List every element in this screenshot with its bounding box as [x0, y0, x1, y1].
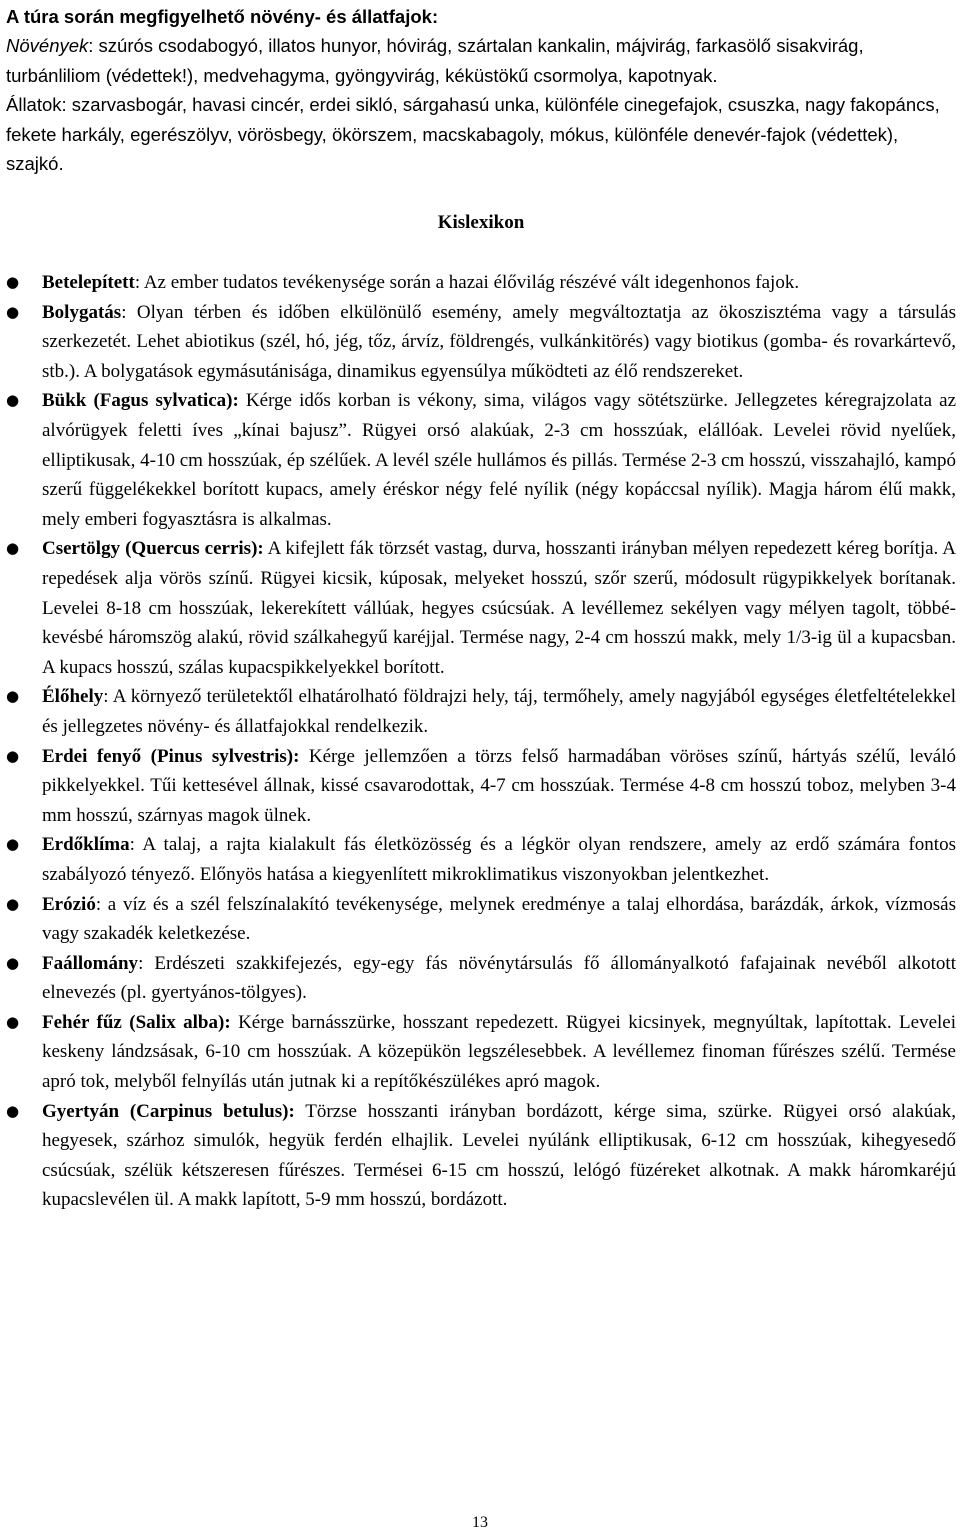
entry-text: : A környező területektől elhatárolható földrajzi hely, táj, termőhely, amely nagyjából egységes életfeltételekkel és jellegzetes növény- és állatfajokkal rendelkezik.	[42, 686, 956, 737]
plants-label: Növények	[6, 35, 89, 57]
document-page	[6, 0, 956, 1215]
entry-text: Kérge idős korban is vékony, sima, világos vagy sötétszürke. Jellegzetes kéregrajzolata az alvórügyek feletti íves „kínai bajusz”. Rügyei orsó alakúak, 2-3 cm hosszúak, elállóak. Levelei rövid nyelűek, elliptikusak, 4-10 cm hosszúak, ép szélűek. A levél széle hullámos és pillás. Termése 2-3 cm hosszú, visszahajló, kampó szerű függelékekkel borított kupacs, amely éréskor négy felé nyílik (négy kopáccsal nyílik). Magja három élű makk, mely emberi fogyasztásra is alkalmas.	[42, 390, 956, 530]
glossary-entry	[6, 830, 956, 889]
entry-text: : Olyan térben és időben elkülönülő esemény, amely megváltoztatja az ökoszisztéma vagy a társulás szerkezetét. Lehet abiotikus (szél, hó, jég, tőz, árvíz, földrengés, vulkánkitörés) vagy biotikus (gomba- és rovarkártevő, stb.). A bolygatások egymásutánisága, dinamikus egyensúlya működteti az élő rendszereket.	[42, 301, 956, 382]
entry-term: Faállomány	[42, 952, 139, 974]
bullet-icon: ●	[6, 273, 20, 292]
glossary-entry	[6, 386, 956, 534]
entry-text: Kérge barnásszürke, hosszant repedezett. Rügyei kicsinyek, megnyúltak, lapítottak. Levelei keskeny lándzsásak, 6-10 cm hosszúak. A közepükön legszélesebbek. A levéllemez finoman fűrészes szélű. Termése apró tok, melyből felnyílás után jutnak ki a repítőkészülékes apró magok.	[42, 1011, 956, 1093]
intro-heading: A túra során megfigyelhető növény- és állatfajok:	[6, 6, 439, 27]
entry-term: Fehér fűz (Salix alba):	[42, 1011, 231, 1033]
bullet-icon: ●	[6, 1101, 20, 1120]
glossary-entry	[6, 890, 956, 949]
glossary-entry	[6, 682, 956, 741]
entry-term: Gyertyán (Carpinus betulus):	[42, 1100, 295, 1122]
glossary-entry	[6, 534, 956, 682]
glossary-list	[6, 268, 956, 1215]
glossary-entry	[6, 949, 956, 1008]
bullet-icon: ●	[6, 302, 20, 321]
entry-term: Bolygatás	[42, 301, 122, 323]
kislexikon-title: Kislexikon	[437, 212, 525, 234]
entry-text: A kifejlett fák törzsét vastag, durva, hosszanti irányban mélyen repedezett kéreg borítja. A repedések alja vörös színű. Rügyei kicsik, kúposak, melyeket hosszú, szőr szerű, módosult rügypikkelyek borítanak. Levelei 8-18 cm hosszúak, lekerekített vállúak, hegyes csúcsúak. A levéllemez sekélyen vagy mélyen tagolt, többé-kevésbé háromszög alakú, rövid szálkahegyű karéjjal. Termése nagy, 2-4 cm hosszú makk, mely 1/3-ig ül a kupacsban. A kupacs hosszú, szálas kupacspikkelyekkel borított.	[42, 538, 956, 678]
entry-term: Betelepített	[42, 272, 135, 294]
plants-text: : szúrós csodabogyó, illatos hunyor, hóvirág, szártalan kankalin, májvirág, farkasölő sisakvirág, turbánliliom (védettek!), medvehagyma, gyöngyvirág, kéküstökű csormolya, kapotnyak.	[6, 35, 864, 86]
animals-paragraph: Állatok: szarvasbogár, havasi cincér, erdei sikló, sárgahasú unka, különféle cinegefajok, csuszka, nagy fakopáncs, fekete harkály, egerészölyv, vörösbegy, ökörszem, macskabagoly, mókus, különféle denevér-fajok (védettek), szajkó.	[6, 94, 940, 175]
entry-term: Élőhely	[42, 686, 104, 708]
entry-text: : a víz és a szél felszínalakító tevékenysége, melynek eredménye a talaj elhordása, barázdák, árkok, vízmosás vagy szakadék keletkezése.	[42, 893, 956, 945]
glossary-entry	[6, 742, 956, 831]
bullet-icon: ●	[6, 835, 20, 854]
entry-text: : Erdészeti szakkifejezés, egy-egy fás növénytársulás fő állományalkotó fafajainak nevéből alkotott elnevezés (pl. gyertyános-tölgyes).	[42, 952, 956, 1004]
bullet-icon: ●	[6, 1012, 20, 1031]
intro-section	[6, 0, 956, 178]
glossary-entry	[6, 1097, 956, 1215]
glossary-entry	[6, 298, 956, 387]
entry-term: Erózió	[42, 893, 96, 915]
entry-term: Erdőklíma	[42, 834, 130, 856]
bullet-icon: ●	[6, 953, 20, 972]
entry-text: : Az ember tudatos tevékenysége során a hazai élővilág részévé vált idegenhonos fajok.	[134, 272, 800, 294]
bullet-icon: ●	[6, 746, 20, 765]
bullet-icon: ●	[6, 539, 20, 558]
entry-text: Törzse hosszanti irányban bordázott, kérge sima, szürke. Rügyei orsó alakúak, hegyesek, szárhoz simulók, hegyük ferdén elhajlik. Levelei nyúlánk elliptikusak, 6-12 cm hosszúak, kihegyesedő csúcsúak, szélük kétszeresen fűrészes. Termései 6-15 cm hosszú, lelógó füzéreket alkotnak. A makk háromkaréjú kupacslevélen ül. A makk lapított, 5-9 mm hosszú, bordázott.	[42, 1100, 957, 1211]
entry-term: Csertölgy (Quercus cerris):	[42, 538, 264, 560]
entry-term: Bükk (Fagus sylvatica):	[42, 390, 239, 412]
entry-text: Kérge jellemzően a törzs felső harmadában vöröses színű, hártyás szélű, leváló pikkelyekkel. Tűi kettesével állnak, kissé csavarodottak, 4-7 cm hosszúak. Termése 4-8 cm hosszú toboz, melyben 3-4 mm hosszú, szárnyas magok ülnek.	[42, 745, 956, 826]
bullet-icon: ●	[6, 687, 20, 706]
bullet-icon: ●	[6, 391, 20, 410]
entry-text: : A talaj, a rajta kialakult fás életközösség és a légkör olyan rendszere, amely az erdő számára fontos szabályozó tényező. Előnyös hatása a kiegyenlített mikroklimatikus viszonyokban jelentkezhet.	[42, 834, 956, 885]
glossary-entry	[6, 1008, 956, 1097]
glossary-entry	[6, 268, 956, 298]
entry-term: Erdei fenyő (Pinus sylvestris):	[42, 745, 300, 767]
page-number: 13	[472, 1514, 488, 1531]
plants-paragraph	[6, 31, 956, 90]
bullet-icon: ●	[6, 894, 20, 913]
